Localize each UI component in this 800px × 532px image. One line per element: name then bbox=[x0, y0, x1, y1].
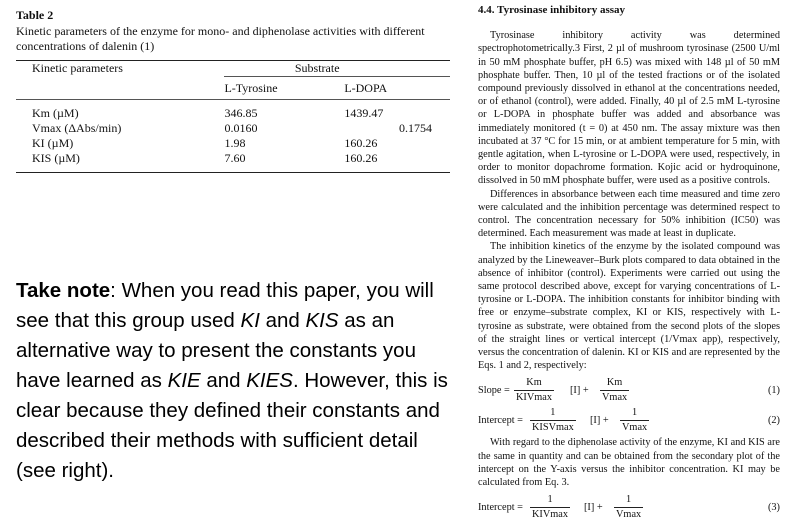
row-label-vmax: Vmax (ΔAbs/min) bbox=[32, 121, 122, 135]
eq3-num2: 1 bbox=[614, 493, 643, 507]
paragraph-assay: Tyrosinase inhibitory activity was determined spectrophotometrically.3 First, 2 µl of mushroom tyrosinase (2500 U/ml in 50 mM phosphate buffer, pH 6.5) was mixed with 148 µl of 50 mM phosphate buffer. Then, 10 µl of the tested fractions or of the isolated compound previously dissolved in ethanol at the concentrations needed, or of ethanol (control), were added. Finally, 40 µl of 2.5 mM L-tyrosine or L-DOPA in phosphate buffer was added and absorbance was immediately monitored (t = 0) at 450 nm. The assay mixture was then incubated at 37 °C for 15 min, or at ambient temperature for 5 min, with gentle agitation, when L-tyrosine or L-DOPA were used, respectively, in order to monitor dopachrome formation. Kojic acid or hydroquinone, dissolved in 50 mM phosphate buffer, were used as a positive controls. bbox=[478, 30, 780, 187]
paragraph-diphenolase: With regard to the diphenolase activity of the enzyme, KI and KIS are the same in quantity and can be obtained from the secondary plot of the intercept on the Y-axis versus the inhibitor concentration. KI may be calculated from Eq. 3. bbox=[478, 437, 780, 489]
eq1-den2: Vmax bbox=[602, 391, 628, 403]
col-header-kinetic-params: Kinetic parameters bbox=[32, 61, 123, 75]
paragraph-differences: Differences in absorbance between each time measured and time zero were calculated and the inhibition percentage was determined respect to control. The concentration necessary for 50% inhibition (IC50) was determined. Each measurement was made at least in duplicate. bbox=[478, 188, 780, 240]
cell-kis-tyrosine: 7.60 bbox=[224, 151, 246, 165]
eq3-lhs: Intercept = bbox=[478, 502, 523, 514]
cell-ki-dopa: 160.26 bbox=[344, 136, 378, 150]
eq3-den1: KIVmax bbox=[532, 508, 569, 520]
note-text-1: : When you read this paper, you will see that this group used bbox=[16, 279, 434, 332]
eq2-mid: [I] + bbox=[590, 415, 609, 427]
eq1-fraction-1 bbox=[514, 376, 554, 403]
cell-km-dopa: 1439.47 bbox=[344, 106, 384, 120]
equation-2 bbox=[478, 406, 780, 432]
eq3-fraction-1 bbox=[530, 493, 570, 520]
kinetic-table-block bbox=[16, 8, 450, 173]
eq3-mid: [I] + bbox=[584, 502, 603, 514]
eq2-den1: KISVmax bbox=[532, 421, 574, 433]
eq1-num2: Km bbox=[600, 376, 629, 390]
row-label-km: Km (µM) bbox=[32, 106, 79, 120]
eq1-fraction-2 bbox=[600, 376, 629, 403]
cell-km-tyrosine: 346.85 bbox=[224, 106, 258, 120]
table-caption: Kinetic parameters of the enzyme for mono- and diphenolase activities with different concentrations of dalenin (1) bbox=[16, 24, 425, 53]
table-row bbox=[16, 106, 450, 121]
table-title: Table 2 bbox=[16, 8, 54, 22]
take-note-paragraph bbox=[16, 276, 456, 486]
col-header-substrate: Substrate bbox=[294, 61, 340, 75]
note-text-2: as an alternative way to present the constants you have learned as bbox=[16, 309, 416, 392]
cell-kis-dopa: 160.26 bbox=[344, 151, 378, 165]
eq3-num1: 1 bbox=[530, 493, 570, 507]
eq2-num2: 1 bbox=[620, 406, 649, 420]
paragraph-kinetics: The inhibition kinetics of the enzyme by the isolated compound was analyzed by the Lineweaver–Burk plots compared to data obtained in the absence of inhibitor (control). Experiments were carried out using the same protocol described above, except for varying concentrations of L-tyrosine or L-DOPA. The inhibition constants for inhibitor binding with free or enzyme–substrate complex, KI or KIS, respectively with L-tyrosine as substrate, were obtained from the second plots of the slopes of the straight lines or vertical intercept (1/Vmax app), respectively, versus the concentration of dalenin. KI or KIS and are represented by the Eqs. 1 and 2, respectively: bbox=[478, 241, 780, 372]
table-row bbox=[16, 136, 450, 151]
note-and-1: and bbox=[259, 309, 306, 332]
kinetic-parameters-table bbox=[16, 61, 450, 172]
cell-ki-tyrosine: 1.98 bbox=[224, 136, 246, 150]
col-header-l-dopa: L-DOPA bbox=[344, 77, 450, 100]
equation-3 bbox=[478, 493, 780, 519]
table-row bbox=[16, 151, 450, 166]
substrate-subheader-row bbox=[16, 77, 450, 100]
eq1-lhs: Slope = bbox=[478, 385, 510, 397]
col-header-l-tyrosine: L-Tyrosine bbox=[224, 77, 344, 100]
equation-1 bbox=[478, 376, 780, 402]
eq3-fraction-2 bbox=[614, 493, 643, 520]
note-kis: KIS bbox=[305, 309, 339, 332]
eq2-fraction-2 bbox=[620, 406, 649, 433]
row-label-kis: KIS (µM) bbox=[32, 151, 80, 165]
methods-section bbox=[478, 4, 780, 523]
eq3-den2: Vmax bbox=[616, 508, 642, 520]
eq1-number: (1) bbox=[767, 385, 780, 397]
eq1-num1: Km bbox=[514, 376, 554, 390]
note-ki: KI bbox=[240, 309, 260, 332]
note-and-2: and bbox=[200, 369, 247, 392]
table-bottom-rule bbox=[16, 172, 450, 173]
eq2-fraction-1 bbox=[530, 406, 576, 433]
row-label-ki: KI (µM) bbox=[32, 136, 74, 150]
eq1-den1: KIVmax bbox=[516, 391, 553, 403]
eq2-number: (2) bbox=[767, 415, 780, 427]
table-row bbox=[16, 121, 450, 136]
note-kie: KIE bbox=[167, 369, 201, 392]
table-header-row bbox=[16, 61, 450, 77]
eq1-mid: [I] + bbox=[570, 385, 589, 397]
section-heading: 4.4. Tyrosinase inhibitory assay bbox=[478, 4, 626, 16]
eq2-den2: Vmax bbox=[622, 421, 648, 433]
eq2-num1: 1 bbox=[530, 406, 576, 420]
cell-vmax-dopa: 0.1754 bbox=[399, 121, 432, 135]
note-text-3: . However, this is clear because they defined their constants and described their methods with sufficient detail (see right). bbox=[16, 369, 448, 482]
cell-vmax-tyrosine: 0.0160 bbox=[224, 121, 258, 135]
eq3-number: (3) bbox=[767, 502, 780, 514]
eq2-lhs: Intercept = bbox=[478, 415, 523, 427]
note-lead: Take note bbox=[16, 279, 111, 302]
note-kies: KIES bbox=[246, 369, 293, 392]
